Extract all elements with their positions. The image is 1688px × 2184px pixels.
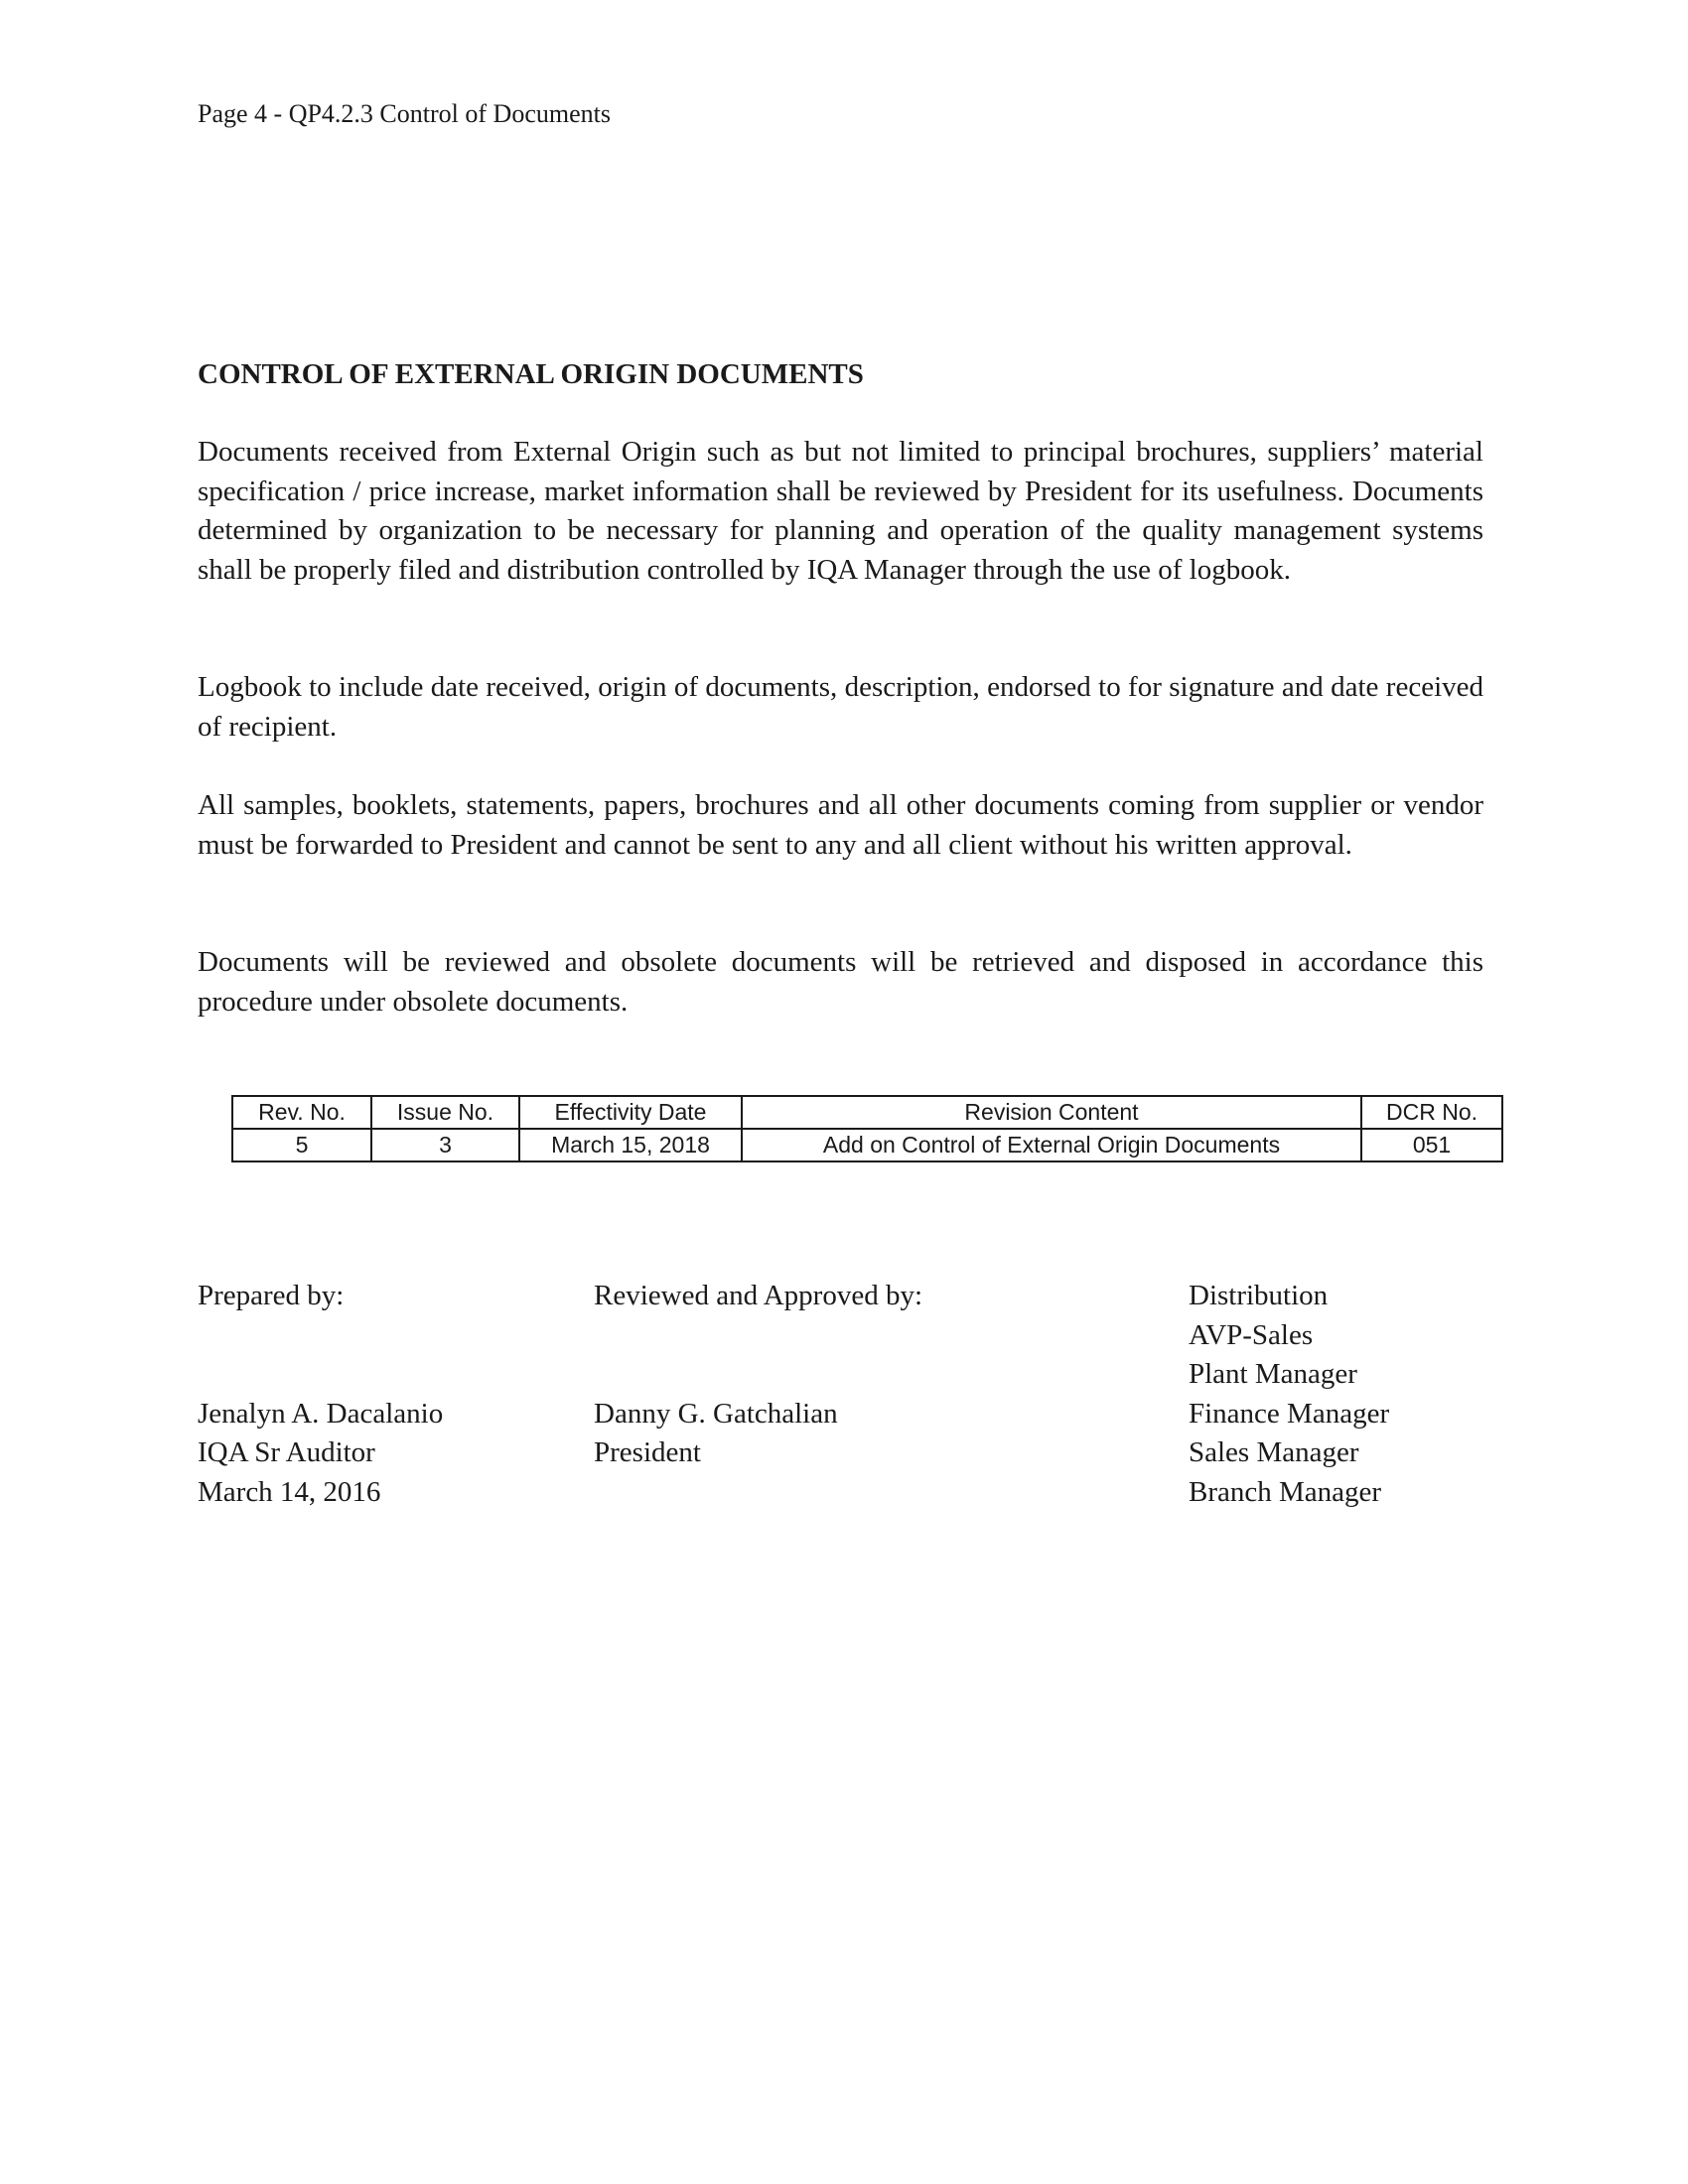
cell-effectivity-date: March 15, 2018 xyxy=(519,1129,742,1161)
distribution-label: Distribution xyxy=(1189,1280,1329,1311)
cell-issue-no: 3 xyxy=(371,1129,519,1161)
prepared-by-label: Prepared by: xyxy=(198,1280,345,1311)
prepared-by-date: March 14, 2016 xyxy=(198,1475,381,1508)
cell-revision-content: Add on Control of External Origin Documents xyxy=(742,1129,1361,1161)
section-title: CONTROL OF EXTERNAL ORIGIN DOCUMENTS xyxy=(198,358,864,390)
header-revision-content: Revision Content xyxy=(742,1096,1361,1129)
distribution-recipient: Sales Manager xyxy=(1189,1436,1359,1468)
prepared-by-block xyxy=(198,1277,443,1512)
header-effectivity-date: Effectivity Date xyxy=(519,1096,742,1129)
header-dcr-no: DCR No. xyxy=(1361,1096,1502,1129)
reviewed-by-label: Reviewed and Approved by: xyxy=(594,1280,923,1311)
page-header: Page 4 - QP4.2.3 Control of Documents xyxy=(198,99,611,128)
table-header-row xyxy=(232,1096,1502,1129)
distribution-recipient: Finance Manager xyxy=(1189,1397,1390,1430)
distribution-recipient: AVP-Sales xyxy=(1189,1318,1314,1351)
paragraph-external-origin: Documents received from External Origin such as but not limited to principal brochures, suppliers’ material specification / price increase, market information shall be reviewed by President for its usefulness. Documents determined by organization to be necessary for planning and operation of the quality management systems shall be properly filed and distribution controlled by IQA Manager through the use of logbook. xyxy=(198,436,1483,586)
header-issue-no: Issue No. xyxy=(371,1096,519,1129)
distribution-recipient: Branch Manager xyxy=(1189,1475,1382,1508)
reviewed-by-name: Danny G. Gatchalian xyxy=(594,1397,838,1430)
reviewed-by-block xyxy=(594,1277,922,1473)
paragraph-obsolete: Documents will be reviewed and obsolete documents will be retrieved and disposed in accordance this procedure under obsolete documents. xyxy=(198,946,1483,1018)
distribution-recipient: Plant Manager xyxy=(1189,1358,1357,1390)
distribution-block xyxy=(1189,1277,1389,1512)
reviewed-by-title: President xyxy=(594,1436,701,1468)
prepared-by-title: IQA Sr Auditor xyxy=(198,1436,375,1468)
prepared-by-name: Jenalyn A. Dacalanio xyxy=(198,1397,444,1430)
header-rev-no: Rev. No. xyxy=(232,1096,371,1129)
cell-dcr-no: 051 xyxy=(1361,1129,1502,1161)
revision-table xyxy=(231,1095,1503,1162)
paragraph-logbook: Logbook to include date received, origin of documents, description, endorsed to for signature and date received of recipient. xyxy=(198,671,1483,743)
paragraph-samples: All samples, booklets, statements, papers, brochures and all other documents coming from supplier or vendor must be forwarded to President and cannot be sent to any and all client without his written approval. xyxy=(198,789,1483,861)
table-row xyxy=(232,1129,1502,1161)
cell-rev-no: 5 xyxy=(232,1129,371,1161)
